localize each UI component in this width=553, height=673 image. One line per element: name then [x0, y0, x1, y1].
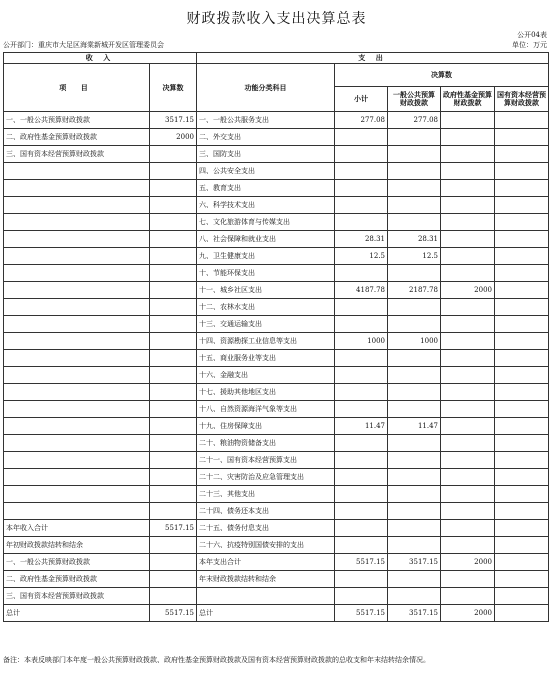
income-amount-cell: 3517.15 — [150, 112, 197, 129]
expense-item-cell: 十七、援助其他地区支出 — [197, 384, 335, 401]
income-amount-cell — [150, 571, 197, 588]
income-item-cell — [4, 248, 150, 265]
state-budget-cell — [495, 469, 549, 486]
func-item-header: 功能分类科目 — [197, 64, 335, 112]
state-budget-cell — [495, 248, 549, 265]
fund-budget-cell — [441, 418, 495, 435]
state-budget-cell — [495, 554, 549, 571]
expense-item-cell: 三、国防支出 — [197, 146, 335, 163]
income-amount-cell — [150, 503, 197, 520]
state-budget-cell — [495, 486, 549, 503]
income-amount-cell — [150, 316, 197, 333]
income-item-cell — [4, 384, 150, 401]
subtotal-cell: 4187.78 — [335, 282, 388, 299]
subtotal-cell — [335, 384, 388, 401]
income-item-cell: 三、国有资本经营预算财政拨款 — [4, 588, 150, 605]
income-item-cell — [4, 197, 150, 214]
subtotal-cell — [335, 469, 388, 486]
fund-budget-cell — [441, 367, 495, 384]
expense-item-cell: 七、文化旅游体育与传媒支出 — [197, 214, 335, 231]
income-item-cell — [4, 503, 150, 520]
expense-item-cell: 六、科学技术支出 — [197, 197, 335, 214]
income-amount-cell — [150, 452, 197, 469]
expense-item-cell: 十二、农林水支出 — [197, 299, 335, 316]
table-row — [4, 112, 549, 129]
header-row-2 — [4, 64, 549, 87]
fund-budget-cell — [441, 588, 495, 605]
table-row — [4, 571, 549, 588]
fund-budget-cell — [441, 435, 495, 452]
income-amount-cell — [150, 435, 197, 452]
expense-item-cell: 一、一般公共服务支出 — [197, 112, 335, 129]
general-budget-cell — [388, 146, 441, 163]
expense-item-cell: 二十、粮油物资储备支出 — [197, 435, 335, 452]
income-item-cell — [4, 265, 150, 282]
fund-budget-cell — [441, 469, 495, 486]
income-item-cell: 本年收入合计 — [4, 520, 150, 537]
income-item-cell: 二、政府性基金预算财政拨款 — [4, 571, 150, 588]
expense-item-cell: 十五、商业服务业等支出 — [197, 350, 335, 367]
income-amount-cell — [150, 554, 197, 571]
income-item-cell: 三、国有资本经营预算财政拨款 — [4, 146, 150, 163]
state-budget-cell — [495, 350, 549, 367]
table-row — [4, 350, 549, 367]
amount-header: 决算数 — [150, 64, 197, 112]
income-item-cell — [4, 214, 150, 231]
state-budget-cell — [495, 112, 549, 129]
general-budget-cell: 3517.15 — [388, 605, 441, 622]
general-budget-cell — [388, 486, 441, 503]
income-item-cell — [4, 486, 150, 503]
fund-budget-cell: 2000 — [441, 554, 495, 571]
subtotal-cell: 1000 — [335, 333, 388, 350]
header-row-1 — [4, 53, 549, 64]
table-row — [4, 469, 549, 486]
subtotal-cell — [335, 401, 388, 418]
state-budget-cell — [495, 214, 549, 231]
income-amount-cell — [150, 469, 197, 486]
income-amount-cell — [150, 214, 197, 231]
state-budget-cell — [495, 299, 549, 316]
income-item-cell — [4, 367, 150, 384]
fund-budget-cell — [441, 248, 495, 265]
fund-budget-cell — [441, 452, 495, 469]
subtotal-cell — [335, 350, 388, 367]
income-amount-cell — [150, 384, 197, 401]
income-item-cell — [4, 401, 150, 418]
fund-budget-cell: 2000 — [441, 605, 495, 622]
footnote: 备注：本表反映部门本年度一般公共预算财政拨款、政府性基金预算财政拨款及国有资本经营预算财政拨款的总收支和年末结转结余情况。 — [3, 656, 430, 664]
income-item-cell — [4, 180, 150, 197]
state-budget-cell — [495, 418, 549, 435]
table-row — [4, 214, 549, 231]
subtotal-cell: 11.47 — [335, 418, 388, 435]
table-row — [4, 231, 549, 248]
subtotal-cell — [335, 452, 388, 469]
state-budget-cell — [495, 129, 549, 146]
subtotal-cell — [335, 316, 388, 333]
income-item-cell: 年初财政拨款结转和结余 — [4, 537, 150, 554]
general-budget-cell — [388, 588, 441, 605]
budget-header: 决算数 — [335, 64, 549, 87]
state-budget-cell — [495, 520, 549, 537]
income-item-cell — [4, 469, 150, 486]
general-budget-cell: 11.47 — [388, 418, 441, 435]
fund-budget-cell — [441, 316, 495, 333]
income-amount-cell — [150, 350, 197, 367]
general-budget-cell — [388, 401, 441, 418]
state-budget-cell — [495, 605, 549, 622]
income-item-cell — [4, 231, 150, 248]
state-budget-cell — [495, 197, 549, 214]
income-amount-cell — [150, 265, 197, 282]
state-budget-cell — [495, 231, 549, 248]
table-row — [4, 401, 549, 418]
subtotal-cell: 5517.15 — [335, 554, 388, 571]
state-budget-cell — [495, 435, 549, 452]
general-budget-cell — [388, 452, 441, 469]
income-item-cell — [4, 316, 150, 333]
fund-budget-cell — [441, 163, 495, 180]
fund-budget-cell — [441, 214, 495, 231]
subtotal-header: 小计 — [335, 87, 388, 112]
subtotal-cell — [335, 197, 388, 214]
item-header: 项 目 — [4, 64, 150, 112]
fund-budget-cell — [441, 350, 495, 367]
income-amount-cell: 2000 — [150, 129, 197, 146]
general-budget-cell — [388, 265, 441, 282]
expense-item-cell: 十四、资源勘探工业信息等支出 — [197, 333, 335, 350]
general-budget-cell — [388, 435, 441, 452]
general-budget-cell: 12.5 — [388, 248, 441, 265]
general-budget-cell — [388, 367, 441, 384]
subtotal-cell — [335, 571, 388, 588]
state-budget-cell — [495, 282, 549, 299]
expense-item-cell: 本年支出合计 — [197, 554, 335, 571]
subtotal-cell — [335, 367, 388, 384]
table-row — [4, 197, 549, 214]
income-amount-cell — [150, 588, 197, 605]
fund-budget-cell — [441, 231, 495, 248]
general-budget-cell — [388, 537, 441, 554]
state-budget-cell — [495, 146, 549, 163]
subtotal-cell — [335, 265, 388, 282]
general-budget-cell — [388, 214, 441, 231]
table-row — [4, 435, 549, 452]
meta-row — [3, 40, 547, 50]
expense-item-cell: 二十二、灾害防治及应急管理支出 — [197, 469, 335, 486]
income-amount-cell — [150, 231, 197, 248]
subtotal-cell — [335, 129, 388, 146]
fund-budget-cell — [441, 129, 495, 146]
fund-budget-cell — [441, 146, 495, 163]
general-budget-cell: 3517.15 — [388, 554, 441, 571]
income-amount-cell — [150, 401, 197, 418]
fund-budget-cell — [441, 503, 495, 520]
income-amount-cell — [150, 367, 197, 384]
general-budget-cell — [388, 299, 441, 316]
subtotal-cell: 28.31 — [335, 231, 388, 248]
income-amount-cell — [150, 333, 197, 350]
fund-budget-cell — [441, 197, 495, 214]
general-budget-cell — [388, 180, 441, 197]
expense-item-cell: 十九、住房保障支出 — [197, 418, 335, 435]
income-item-cell — [4, 350, 150, 367]
table-row — [4, 180, 549, 197]
subtotal-cell — [335, 214, 388, 231]
state-budget-cell — [495, 503, 549, 520]
fund-budget-cell — [441, 265, 495, 282]
income-amount-cell — [150, 282, 197, 299]
table-row — [4, 520, 549, 537]
department-label: 公开部门：重庆市大足区海棠新城开发区管理委员会 — [3, 41, 164, 49]
income-amount-cell — [150, 248, 197, 265]
form-number: 公开04表 — [517, 31, 547, 39]
state-budget-cell — [495, 571, 549, 588]
expense-item-cell — [197, 588, 335, 605]
table-row — [4, 129, 549, 146]
table-row — [4, 333, 549, 350]
expense-item-cell: 十六、金融支出 — [197, 367, 335, 384]
state-budget-cell — [495, 316, 549, 333]
fund-budget-cell — [441, 571, 495, 588]
page-title: 财政拨款收入支出决算总表 — [186, 11, 367, 27]
subtotal-cell — [335, 503, 388, 520]
income-item-cell — [4, 299, 150, 316]
fund-budget-cell — [441, 486, 495, 503]
expense-item-cell: 九、卫生健康支出 — [197, 248, 335, 265]
general-budget-cell: 2187.78 — [388, 282, 441, 299]
expense-item-cell: 二十四、债务还本支出 — [197, 503, 335, 520]
subtotal-cell — [335, 435, 388, 452]
state-budget-cell — [495, 180, 549, 197]
income-amount-cell — [150, 299, 197, 316]
fund-budget-cell — [441, 299, 495, 316]
budget-table — [3, 52, 549, 622]
table-row — [4, 384, 549, 401]
income-item-cell: 总计 — [4, 605, 150, 622]
table-row — [4, 554, 549, 571]
expense-header: 支 出 — [197, 53, 549, 64]
income-amount-cell — [150, 418, 197, 435]
subtotal-cell — [335, 520, 388, 537]
state-budget-cell — [495, 452, 549, 469]
table-row — [4, 418, 549, 435]
table-row — [4, 503, 549, 520]
table-row — [4, 537, 549, 554]
state-header: 国有资本经营预算财政拨款 — [495, 87, 549, 112]
income-header: 收 入 — [4, 53, 197, 64]
general-budget-cell: 28.31 — [388, 231, 441, 248]
general-budget-cell — [388, 197, 441, 214]
income-amount-cell: 5517.15 — [150, 520, 197, 537]
state-budget-cell — [495, 265, 549, 282]
general-budget-cell — [388, 129, 441, 146]
income-amount-cell — [150, 146, 197, 163]
state-budget-cell — [495, 367, 549, 384]
income-item-cell — [4, 333, 150, 350]
income-item-cell — [4, 452, 150, 469]
expense-item-cell: 二、外交支出 — [197, 129, 335, 146]
state-budget-cell — [495, 384, 549, 401]
table-row — [4, 146, 549, 163]
income-item-cell: 一、一般公共预算财政拨款 — [4, 112, 150, 129]
general-budget-cell — [388, 571, 441, 588]
table-row — [4, 588, 549, 605]
expense-item-cell: 十一、城乡社区支出 — [197, 282, 335, 299]
income-item-cell: 二、政府性基金预算财政拨款 — [4, 129, 150, 146]
fund-budget-cell — [441, 384, 495, 401]
income-item-cell — [4, 282, 150, 299]
subtotal-cell — [335, 146, 388, 163]
general-budget-cell: 277.08 — [388, 112, 441, 129]
fund-budget-cell — [441, 401, 495, 418]
table-row — [4, 452, 549, 469]
fund-budget-cell — [441, 180, 495, 197]
general-budget-cell — [388, 503, 441, 520]
subtotal-cell — [335, 537, 388, 554]
expense-item-cell: 二十一、国有资本经营预算支出 — [197, 452, 335, 469]
subtotal-cell — [335, 588, 388, 605]
fund-budget-cell — [441, 520, 495, 537]
state-budget-cell — [495, 401, 549, 418]
table-row — [4, 163, 549, 180]
table-row — [4, 265, 549, 282]
income-amount-cell: 5517.15 — [150, 605, 197, 622]
table-row — [4, 486, 549, 503]
income-item-cell — [4, 435, 150, 452]
expense-item-cell: 四、公共安全支出 — [197, 163, 335, 180]
table-row — [4, 367, 549, 384]
general-budget-cell — [388, 316, 441, 333]
expense-item-cell: 十三、交通运输支出 — [197, 316, 335, 333]
fund-header: 政府性基金预算财政拨款 — [441, 87, 495, 112]
general-header: 一般公共预算财政拨款 — [388, 87, 441, 112]
subtotal-cell — [335, 180, 388, 197]
table-row — [4, 299, 549, 316]
state-budget-cell — [495, 588, 549, 605]
income-amount-cell — [150, 180, 197, 197]
general-budget-cell: 1000 — [388, 333, 441, 350]
fund-budget-cell — [441, 112, 495, 129]
table-row — [4, 248, 549, 265]
subtotal-cell — [335, 299, 388, 316]
expense-item-cell: 五、教育支出 — [197, 180, 335, 197]
state-budget-cell — [495, 163, 549, 180]
fund-budget-cell — [441, 537, 495, 554]
general-budget-cell — [388, 384, 441, 401]
fund-budget-cell: 2000 — [441, 282, 495, 299]
fund-budget-cell — [441, 333, 495, 350]
general-budget-cell — [388, 469, 441, 486]
expense-item-cell: 十八、自然资源海洋气象等支出 — [197, 401, 335, 418]
table-row — [4, 605, 549, 622]
unit-label: 单位：万元 — [512, 41, 547, 49]
general-budget-cell — [388, 350, 441, 367]
expense-item-cell: 八、社会保障和就业支出 — [197, 231, 335, 248]
income-item-cell — [4, 163, 150, 180]
subtotal-cell: 12.5 — [335, 248, 388, 265]
expense-item-cell: 年末财政拨款结转和结余 — [197, 571, 335, 588]
table-row — [4, 316, 549, 333]
income-amount-cell — [150, 486, 197, 503]
income-amount-cell — [150, 163, 197, 180]
income-item-cell: 一、一般公共预算财政拨款 — [4, 554, 150, 571]
subtotal-cell — [335, 486, 388, 503]
income-item-cell — [4, 418, 150, 435]
income-amount-cell — [150, 197, 197, 214]
expense-item-cell: 二十六、抗疫特别国债安排的支出 — [197, 537, 335, 554]
state-budget-cell — [495, 537, 549, 554]
expense-item-cell: 总计 — [197, 605, 335, 622]
subtotal-cell — [335, 163, 388, 180]
expense-item-cell: 十、节能环保支出 — [197, 265, 335, 282]
subtotal-cell: 5517.15 — [335, 605, 388, 622]
expense-item-cell: 二十五、债务付息支出 — [197, 520, 335, 537]
subtotal-cell: 277.08 — [335, 112, 388, 129]
table-row — [4, 282, 549, 299]
income-amount-cell — [150, 537, 197, 554]
general-budget-cell — [388, 520, 441, 537]
general-budget-cell — [388, 163, 441, 180]
expense-item-cell: 二十三、其他支出 — [197, 486, 335, 503]
state-budget-cell — [495, 333, 549, 350]
